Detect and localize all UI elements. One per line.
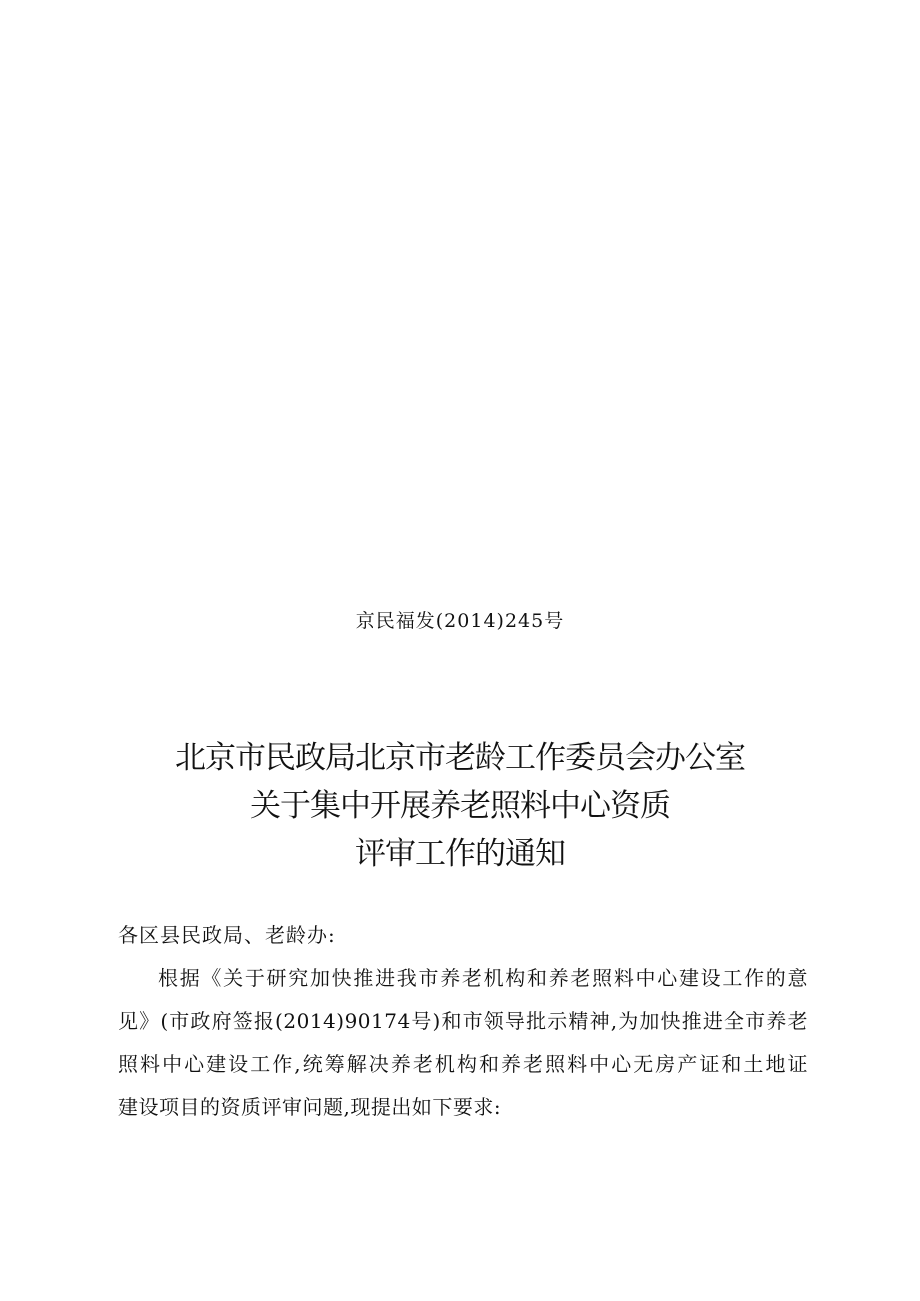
paragraph-line-4: 建设项目的资质评审问题,现提出如下要求:: [118, 1095, 502, 1119]
document-body: [118, 914, 808, 1129]
title-line-2: 关于集中开展养老照料中心资质: [250, 788, 670, 824]
document-number: 京民福发(2014)245号: [355, 610, 565, 632]
title-line-3: 评审工作的通知: [355, 836, 565, 872]
paragraph-line-2: 见》(市政府签报(2014)90174号)和市领导批示精神,为加快推进全市养老: [118, 1009, 808, 1033]
paragraph-line-3: 照料中心建设工作,统筹解决养老机构和养老照料中心无房产证和土地证: [118, 1052, 808, 1076]
paragraph-line-1: 根据《关于研究加快推进我市养老机构和养老照料中心建设工作的意: [158, 966, 808, 990]
salutation: 各区县民政局、老龄办:: [118, 923, 336, 947]
title-line-1: 北京市民政局北京市老龄工作委员会办公室: [175, 740, 745, 776]
document-title: [0, 734, 920, 878]
